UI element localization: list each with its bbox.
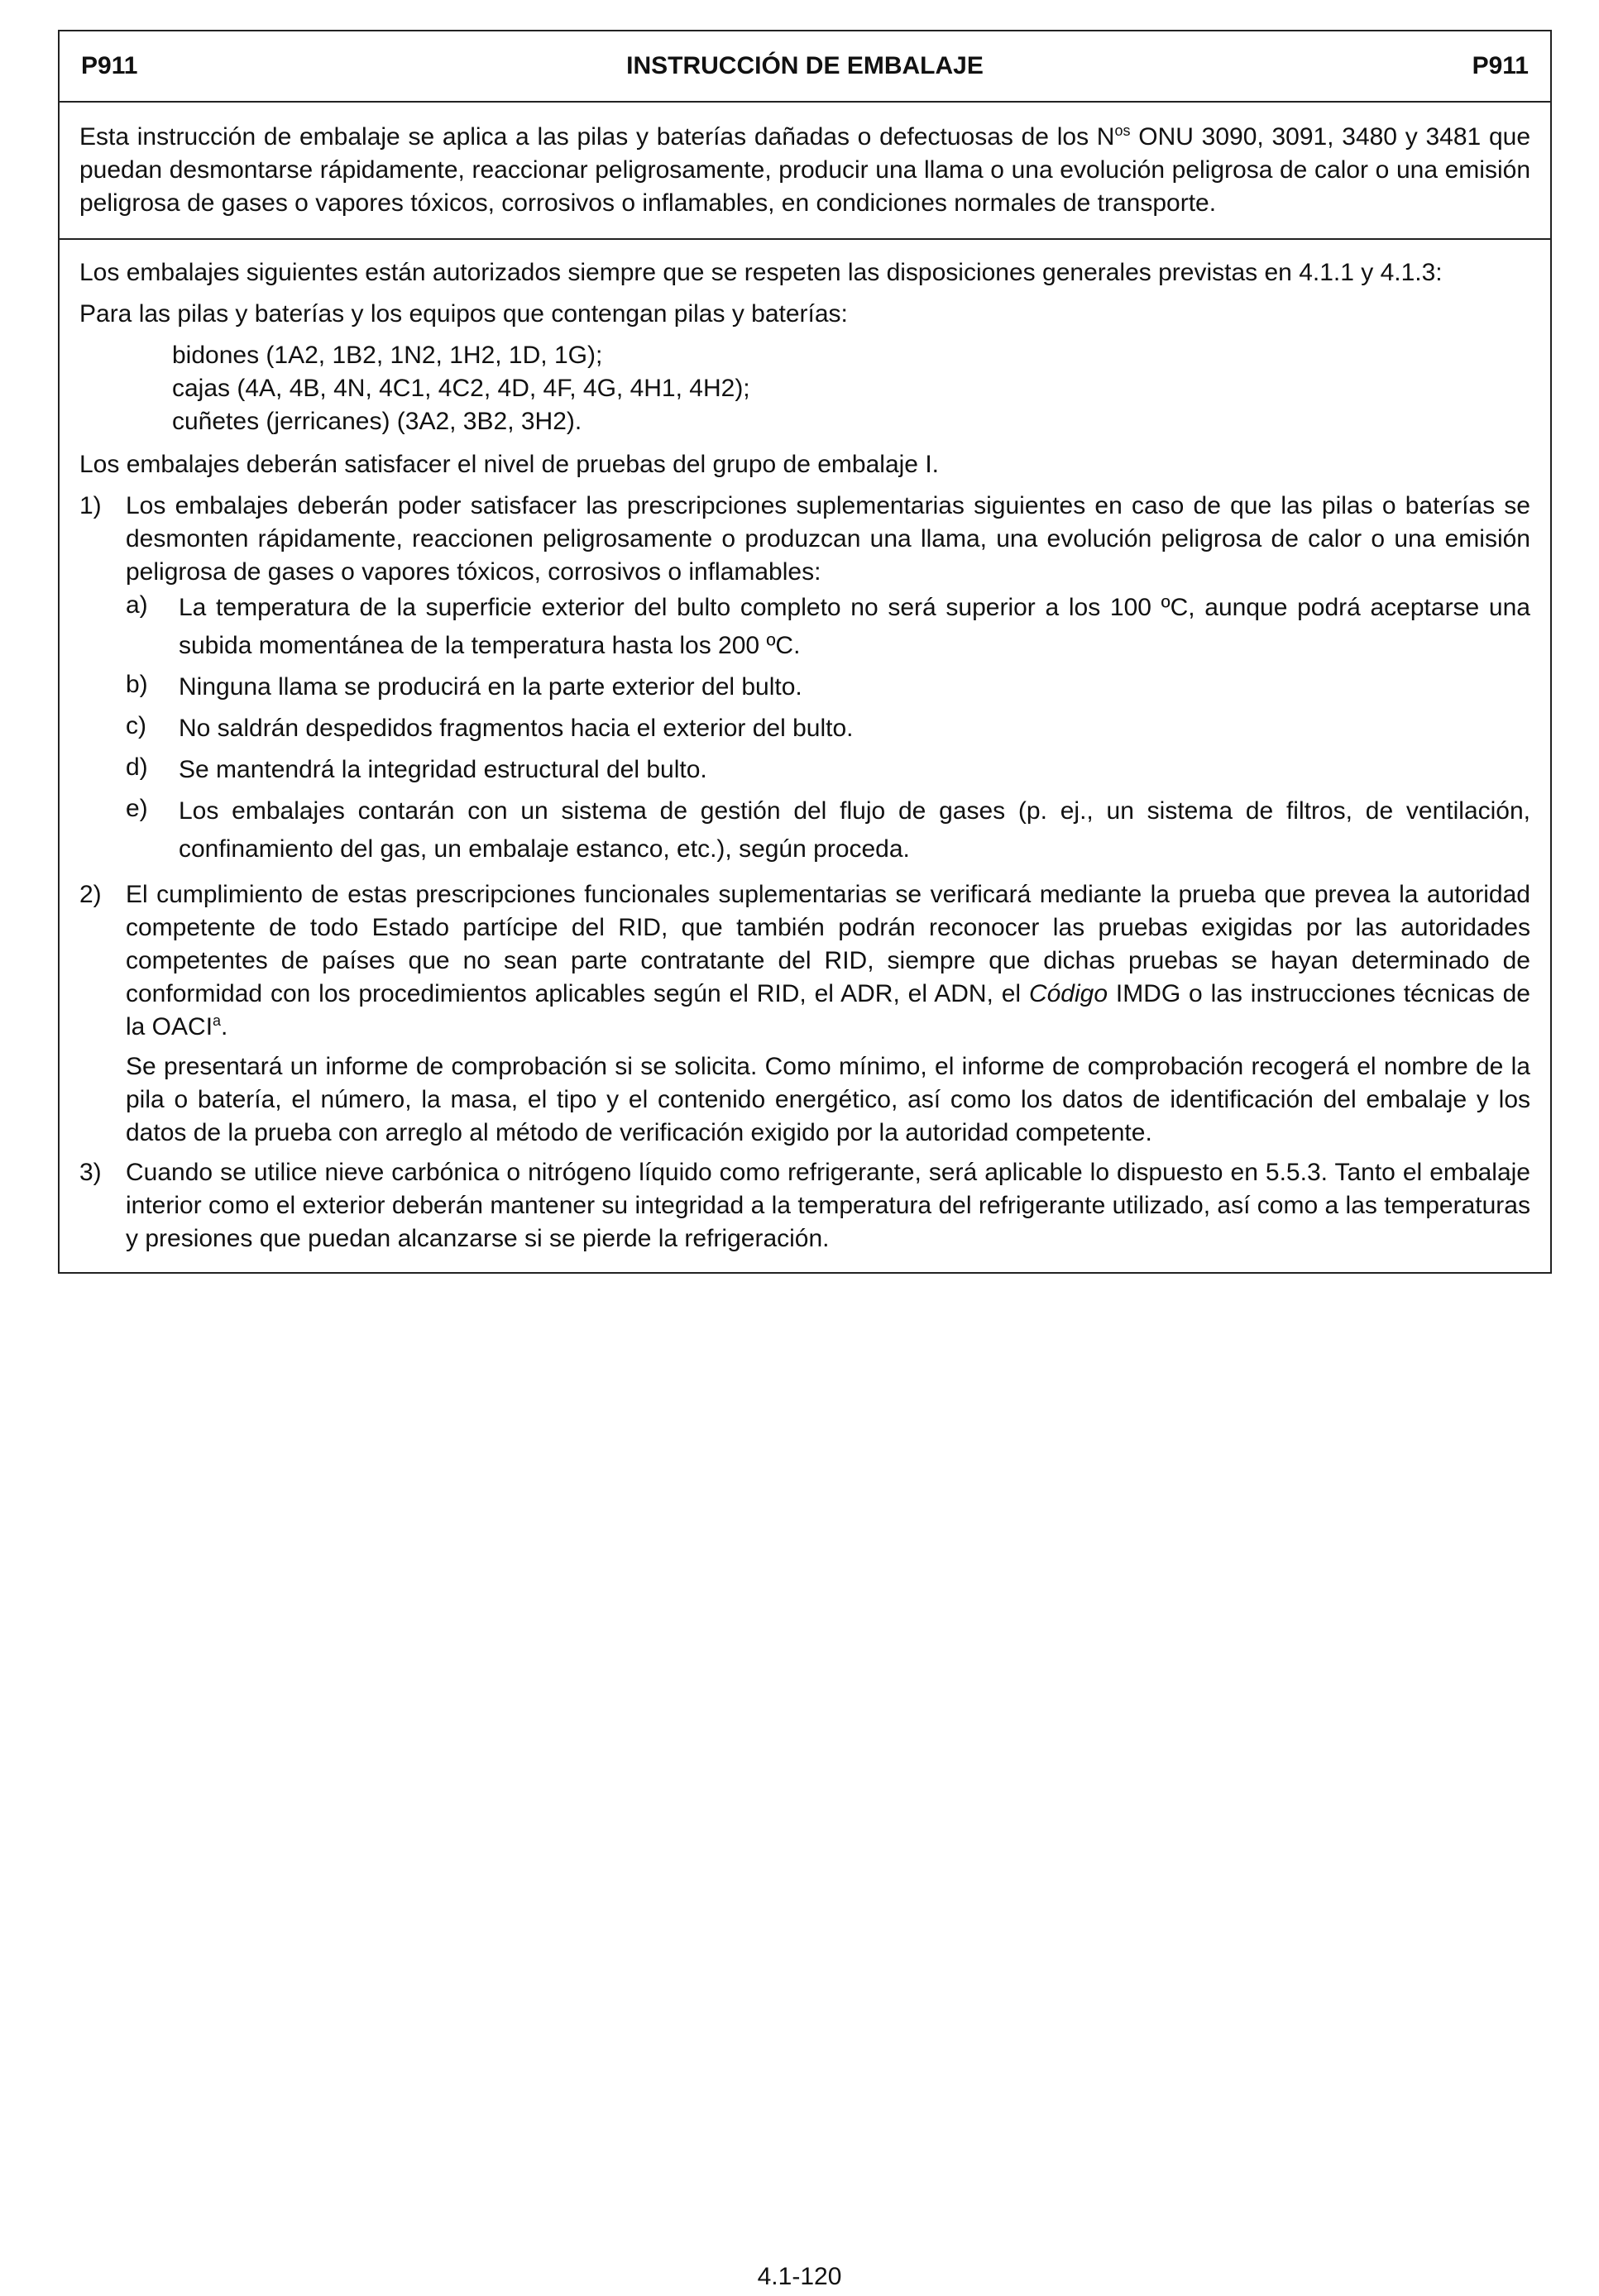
provision-continuation: Se presentará un informe de comprobación si se solicita. Como mínimo, el informe de comprobación recogerá el nombre de la pila o batería, el número, la masa, el tipo y el contenido energético, así como los datos de identificación del embalaje y los datos de la prueba con arreglo al método de verificación exigido por la autoridad competente.	[126, 1053, 1530, 1146]
provision-1	[79, 490, 1530, 872]
subitem-label: b)	[126, 671, 148, 698]
subitem-label: d)	[126, 753, 148, 781]
requirements-section	[60, 240, 1550, 1272]
subitem-text: Ninguna llama se producirá en la parte exterior del bulto.	[179, 673, 802, 701]
packagings-list	[79, 339, 1530, 438]
subitem-label: e)	[126, 795, 148, 822]
page-number: 4.1-120	[757, 2263, 842, 2290]
subitem-b	[126, 668, 1530, 706]
subitem-text: La temperatura de la superficie exterior del bulto completo no será superior a los 100 ºC, aunque podrá aceptarse una subida momentánea de la temperatura hasta los 200 ºC.	[179, 594, 1530, 659]
packing-instruction-table	[58, 30, 1552, 1274]
subitem-e	[126, 792, 1530, 868]
subitem-c	[126, 710, 1530, 748]
subitem-label: c)	[126, 712, 146, 739]
provision-text: Cuando se utilice nieve carbónica o nitrógeno líquido como refrigerante, será aplicable lo dispuesto en 5.5.3. Tanto el embalaje interior como el exterior deberán mantener su integridad a la temperatura del refrigerante utilizado, así como a las temperaturas y presiones que puedan alcanzarse si se pierde la refrigeración.	[126, 1159, 1530, 1252]
provision-label: 2)	[79, 881, 102, 908]
list-item: cajas (4A, 4B, 4N, 4C1, 4C2, 4D, 4F, 4G, 4H1, 4H2);	[172, 375, 750, 402]
subitem-a	[126, 589, 1530, 665]
scope-paragraph: Esta instrucción de embalaje se aplica a las pilas y baterías dañadas o defectuosas de los $N^{os}$ ONU 3090, 3091, 3480 y 3481 que puedan desmontarse rápidamente, reaccionar peligrosamente, producir una llama o una evolución peligrosa de calor o una emisión peligrosa de gases o vapores tóxicos, corrosivos o inflamables, en condiciones normales de transporte.	[79, 122, 1530, 217]
provision-text: El cumplimiento de estas prescripciones funcionales suplementarias se verificará mediante la prueba que prevea la autoridad competente de todo Estado partícipe del RID, que también podrán reconocer las pruebas exigidas por las autoridades competentes de países que no sean parte contratante del RID, siempre que dichas pruebas se hayan determinado de conformidad con los procedimientos aplicables según el RID, el ADR, el ADN, el Código IMDG o las instrucciones técnicas de la OACI$^a$.	[126, 881, 1530, 1040]
provision-2	[79, 878, 1530, 1150]
scope-section	[60, 103, 1550, 240]
instruction-code-right: P911	[1472, 52, 1529, 79]
batteries-paragraph: Para las pilas y baterías y los equipos que contengan pilas y baterías:	[79, 300, 848, 328]
instruction-code-left: P911	[81, 52, 138, 79]
test-level-paragraph: Los embalajes deberán satisfacer el nivel de pruebas del grupo de embalaje I.	[79, 451, 939, 478]
subitem-text: No saldrán despedidos fragmentos hacia el exterior del bulto.	[179, 715, 854, 742]
list-item: bidones (1A2, 1B2, 1N2, 1H2, 1D, 1G);	[172, 342, 603, 369]
instruction-title: INSTRUCCIÓN DE EMBALAJE	[626, 52, 984, 79]
list-item: cuñetes (jerricanes) (3A2, 3B2, 3H2).	[172, 408, 582, 435]
provision-text: Los embalajes deberán poder satisfacer las prescripciones suplementarias siguientes en caso de que las pilas o baterías se desmonten rápidamente, reaccionen peligrosamente o produzcan una llama, una evolución peligrosa de calor o una emisión peligrosa de gases o vapores tóxicos, corrosivos o inflamables:	[126, 492, 1530, 586]
table-header	[60, 31, 1550, 103]
subitem-label: a)	[126, 591, 148, 619]
intro-paragraph: Los embalajes siguientes están autorizados siempre que se respeten las disposiciones generales previstas en 4.1.1 y 4.1.3:	[79, 259, 1443, 286]
subitem-text: Se mantendrá la integridad estructural del bulto.	[179, 756, 707, 783]
provision-label: 1)	[79, 492, 102, 519]
provision-3	[79, 1156, 1530, 1256]
subitem-d	[126, 751, 1530, 789]
subitem-text: Los embalajes contarán con un sistema de gestión del flujo de gases (p. ej., un sistema de filtros, de ventilación, confinamiento del gas, un embalaje estanco, etc.), según proceda.	[179, 797, 1530, 863]
provision-label: 3)	[79, 1159, 102, 1186]
